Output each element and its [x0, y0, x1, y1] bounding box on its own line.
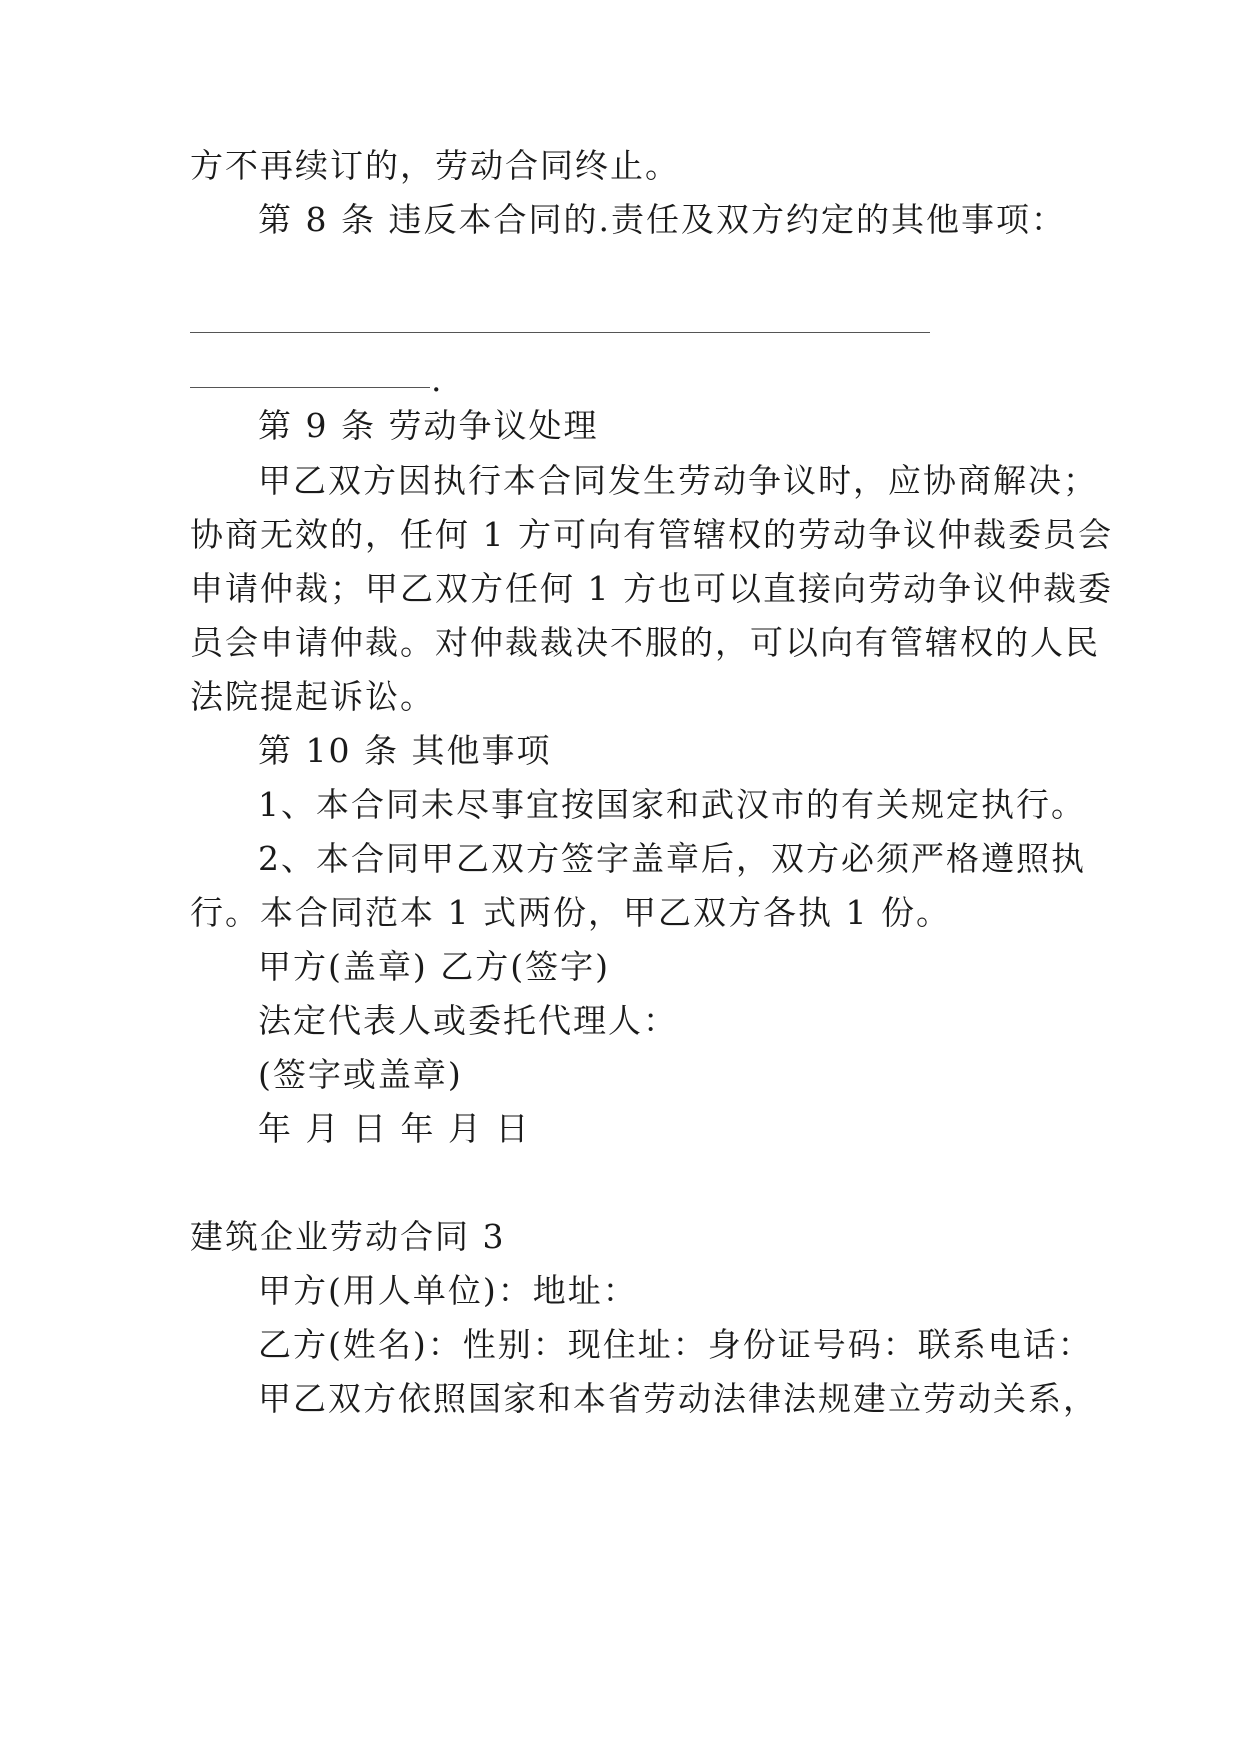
- text-line: 1、本合同未尽事宜按国家和武汉市的有关规定执行。: [258, 785, 1086, 824]
- blank-end-mark: .: [431, 360, 442, 399]
- text-line: 行。本合同范本 1 式两份，甲乙双方各执 1 份。: [190, 893, 951, 932]
- text-line: 法院提起诉讼。: [190, 677, 435, 716]
- signature-parties: 甲方(盖章) 乙方(签字): [258, 947, 610, 986]
- article-8-heading: 第 8 条 违反本合同的.责任及双方约定的其他事项：: [258, 200, 1066, 239]
- text-line: 协商无效的，任何 1 方可向有管辖权的劳动争议仲裁委员会: [190, 515, 1113, 554]
- signature-note: (签字或盖章): [258, 1055, 463, 1094]
- party-b-line: 乙方(姓名)：性别：现住址：身份证号码：联系电话：: [258, 1325, 1093, 1364]
- article-9-heading: 第 9 条 劳动争议处理: [258, 406, 599, 445]
- text-line: 甲乙双方因执行本合同发生劳动争议时，应协商解决；: [258, 461, 1098, 500]
- text-line: 申请仲裁；甲乙双方任何 1 方也可以直接向劳动争议仲裁委: [190, 569, 1113, 608]
- section-title: 建筑企业劳动合同 3: [190, 1217, 506, 1256]
- blank-fill-line: [190, 387, 430, 388]
- article-10-heading: 第 10 条 其他事项: [258, 731, 552, 770]
- party-a-line: 甲方(用人单位)：地址：: [258, 1271, 638, 1310]
- blank-fill-line: [190, 332, 930, 333]
- signature-dates: 年 月 日 年 月 日: [258, 1109, 531, 1148]
- text-line: 方不再续订的，劳动合同终止。: [190, 146, 680, 185]
- text-line: 2、本合同甲乙双方签字盖章后，双方必须严格遵照执: [258, 839, 1086, 878]
- text-line: 员会申请仲裁。对仲裁裁决不服的，可以向有管辖权的人民: [190, 623, 1100, 662]
- text-line: 甲乙双方依照国家和本省劳动法律法规建立劳动关系，: [258, 1379, 1098, 1418]
- signature-representative: 法定代表人或委托代理人：: [258, 1001, 678, 1040]
